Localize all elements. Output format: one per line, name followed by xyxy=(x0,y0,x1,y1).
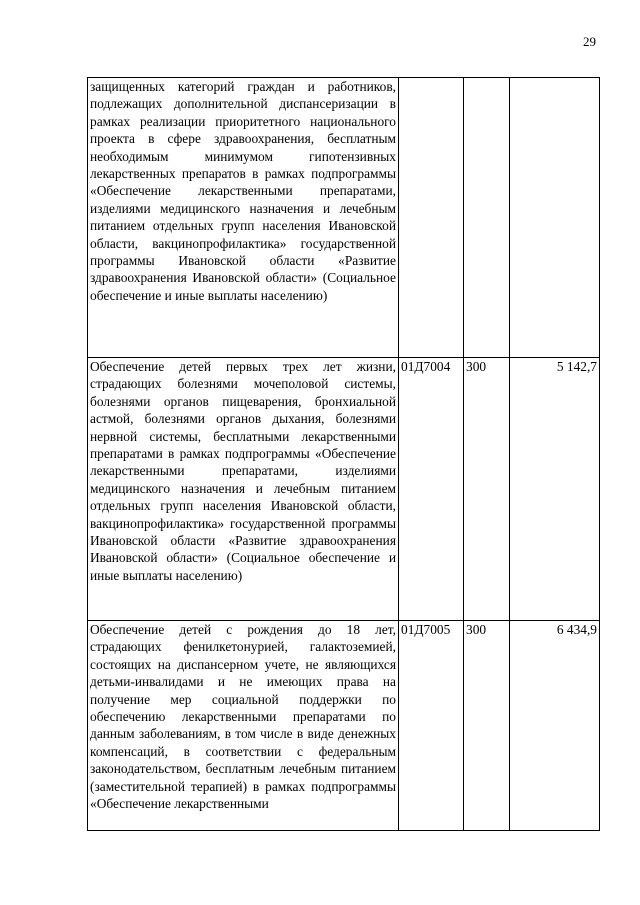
row-description: Обеспечение детей с рождения до 18 лет, страдающих фенилкетонурией, галактоземией, состоящих на диспансерном учете, не являющихся детьми-инвалидами и не имеющих права на получение мер социальной поддержки по обеспечению лекарственными препаратами по данным заболеваниям, в том числе в виде денежных компенсаций, в соответствии с федеральным законодательством, бесплатным лечебным питанием (заместительной терапией) в рамках подпрограммы «Обеспечение лекарственными xyxy=(88,621,399,831)
row-target-code xyxy=(399,78,464,358)
row-expense-type xyxy=(464,78,510,358)
page-number: 29 xyxy=(583,34,596,49)
row-target-code: 01Д7004 xyxy=(399,358,464,621)
row-expense-type: 300 xyxy=(464,358,510,621)
row-amount: 6 434,9 xyxy=(510,621,600,831)
table-row xyxy=(88,358,600,621)
budget-table xyxy=(87,77,600,831)
table-row xyxy=(88,621,600,831)
table-row xyxy=(88,78,600,358)
row-target-code: 01Д7005 xyxy=(399,621,464,831)
row-description: Обеспечение детей первых трех лет жизни, страдающих болезнями мочеполовой системы, болезнями органов пищеварения, бронхиальной астмой, болезнями органов дыхания, болезнями нервной системы, бесплатными лекарственными препаратами в рамках подпрограммы «Обеспечение лекарственными препаратами, изделиями медицинского назначения и лечебным питанием отдельных групп населения Ивановской области, вакцинопрофилактика» государственной программы Ивановской области «Развитие здравоохранения Ивановской области» (Социальное обеспечение и иные выплаты населению) xyxy=(88,358,399,621)
row-description: защищенных категорий граждан и работников, подлежащих дополнительной диспансеризации в рамках реализации приоритетного национального проекта в сфере здравоохранения, бесплатным необходимым минимумом гипотензивных лекарственных препаратов в рамках подпрограммы «Обеспечение лекарственными препаратами, изделиями медицинского назначения и лечебным питанием отдельных групп населения Ивановской области, вакцинопрофилактика» государственной программы Ивановской области «Развитие здравоохранения Ивановской области» (Социальное обеспечение и иные выплаты населению) xyxy=(88,78,399,358)
row-amount xyxy=(510,78,600,358)
row-amount: 5 142,7 xyxy=(510,358,600,621)
row-expense-type: 300 xyxy=(464,621,510,831)
